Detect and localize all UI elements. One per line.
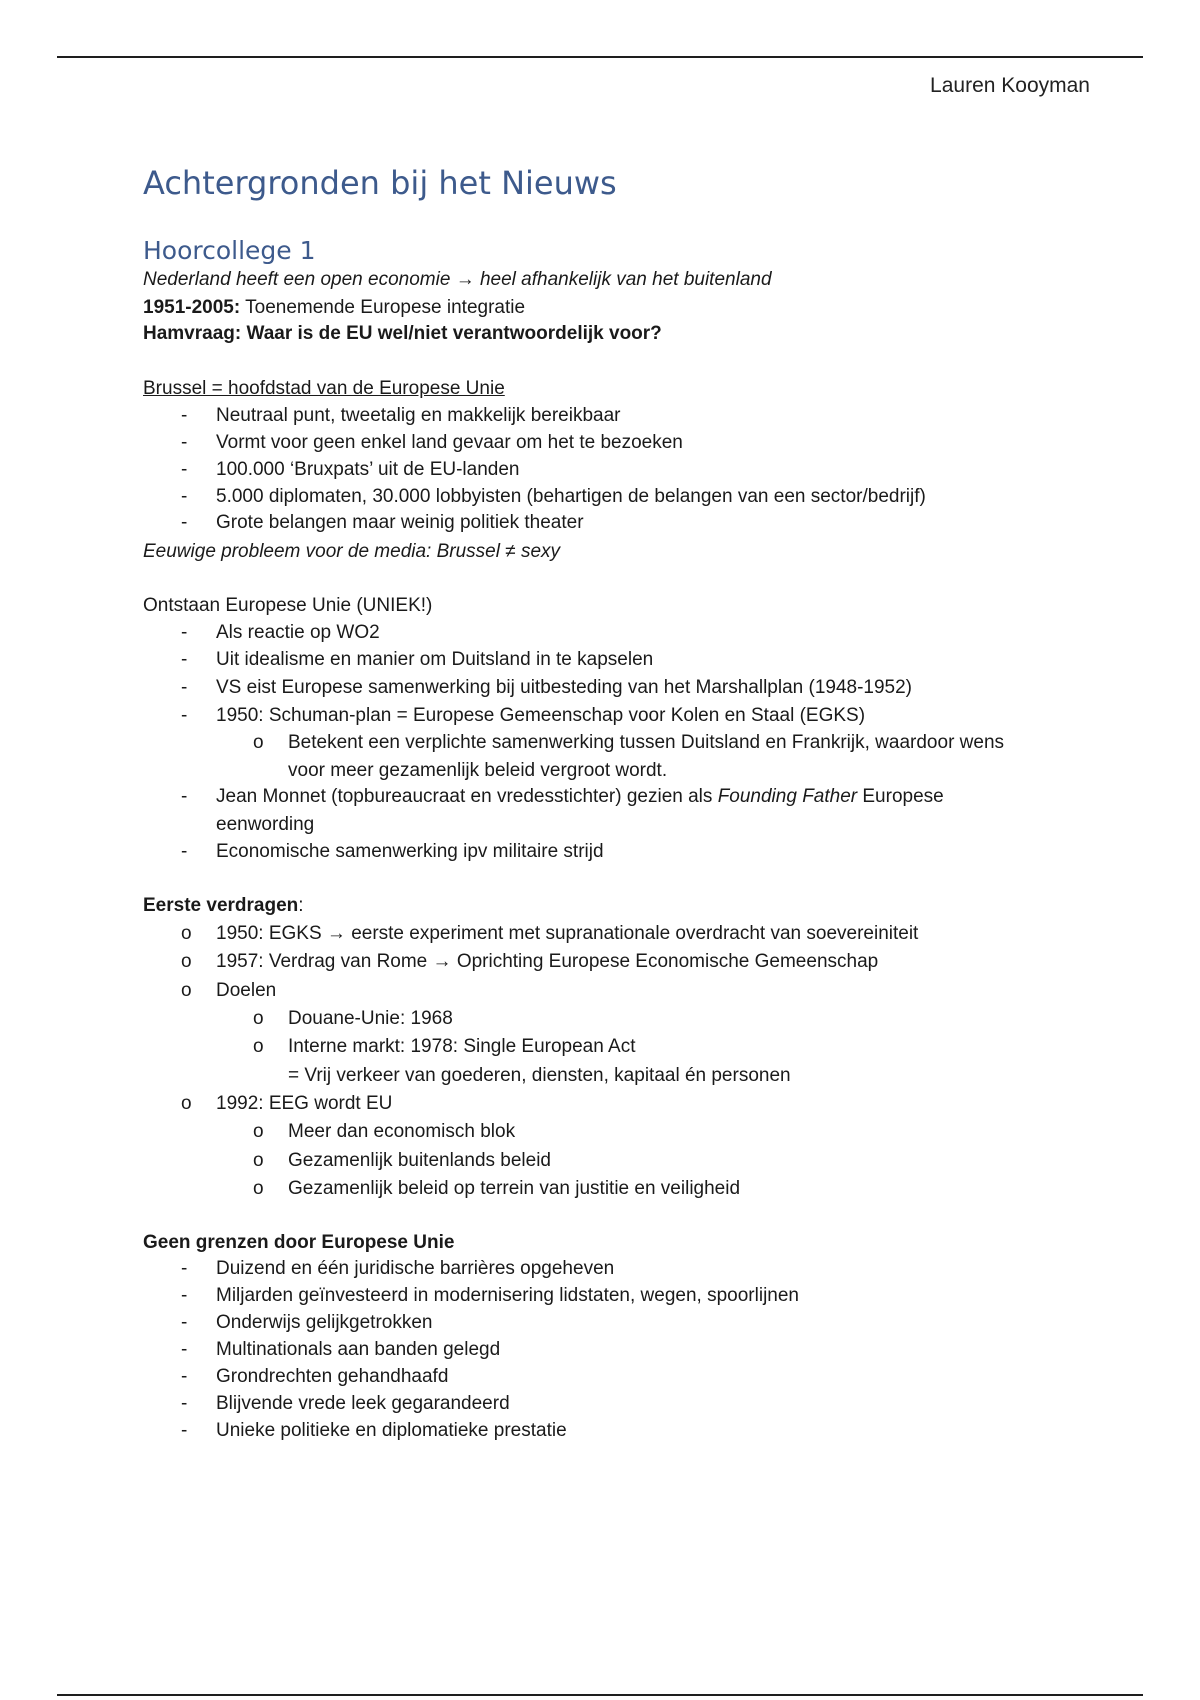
brussel-note: Eeuwige probleem voor de media: Brussel ≠ sexy	[143, 541, 561, 562]
list-item: Grondrechten gehandhaafd	[216, 1366, 449, 1387]
dash-bullet: -	[181, 486, 188, 507]
arrow-icon: →	[326, 923, 346, 944]
circle-bullet: o	[181, 980, 192, 1001]
list-item: Als reactie op WO2	[216, 622, 380, 643]
intro-line-1: Nederland heeft een open economie → heel afhankelijk van het buitenland	[143, 269, 772, 290]
arrow-icon: →	[455, 269, 475, 290]
list-item-continued: eenwording	[216, 814, 315, 835]
list-item: 1950: EGKS → eerste experiment met supranationale overdracht van soevereiniteit	[216, 923, 919, 944]
list-item: Blijvende vrede leek gegarandeerd	[216, 1393, 510, 1414]
dash-bullet: -	[181, 622, 188, 643]
circle-bullet: o	[253, 1036, 264, 1057]
dash-bullet: -	[181, 705, 188, 726]
dash-bullet: -	[181, 677, 188, 698]
sub-item: Douane-Unie: 1968	[288, 1008, 453, 1029]
circle-bullet: o	[253, 1178, 264, 1199]
list-item: Unieke politieke en diplomatieke prestatie	[216, 1420, 567, 1441]
dash-bullet: -	[181, 459, 188, 480]
list-item: Jean Monnet (topbureaucraat en vredesstichter) gezien als Founding Father Europese	[216, 786, 944, 807]
dash-bullet: -	[181, 432, 188, 453]
dash-bullet: -	[181, 841, 188, 862]
circle-bullet: o	[253, 1121, 264, 1142]
dash-bullet: -	[181, 649, 188, 670]
dash-bullet: -	[181, 1258, 188, 1279]
circle-bullet: o	[253, 732, 264, 753]
verdragen-heading: Eerste verdragen:	[143, 895, 304, 916]
sub-item: Interne markt: 1978: Single European Act	[288, 1036, 636, 1057]
section-subtitle: Hoorcollege 1	[143, 236, 316, 265]
list-item: Duizend en één juridische barrières opgeheven	[216, 1258, 615, 1279]
list-item: Doelen	[216, 980, 277, 1001]
dash-bullet: -	[181, 1312, 188, 1333]
circle-bullet: o	[181, 1093, 192, 1114]
dash-bullet: -	[181, 405, 188, 426]
header-author: Lauren Kooyman	[930, 74, 1090, 97]
footer-rule	[57, 1694, 1143, 1696]
list-item: Vormt voor geen enkel land gevaar om het te bezoeken	[216, 432, 683, 453]
sub-item-continued: voor meer gezamenlijk beleid vergroot wordt.	[288, 760, 668, 781]
list-item: 1992: EEG wordt EU	[216, 1093, 393, 1114]
ontstaan-heading: Ontstaan Europese Unie (UNIEK!)	[143, 595, 433, 616]
circle-bullet: o	[253, 1008, 264, 1029]
list-item: 100.000 ‘Bruxpats’ uit de EU-landen	[216, 459, 520, 480]
brussel-heading: Brussel = hoofdstad van de Europese Unie	[143, 378, 505, 399]
dash-bullet: -	[181, 512, 188, 533]
dash-bullet: -	[181, 1366, 188, 1387]
list-item: Grote belangen maar weinig politiek theater	[216, 512, 584, 533]
sub-item: Gezamenlijk buitenlands beleid	[288, 1150, 551, 1171]
list-item: 5.000 diplomaten, 30.000 lobbyisten (behartigen de belangen van een sector/bedrijf)	[216, 486, 926, 507]
sub-item: Gezamenlijk beleid op terrein van justitie en veiligheid	[288, 1178, 741, 1199]
list-item: Multinationals aan banden gelegd	[216, 1339, 501, 1360]
circle-bullet: o	[181, 923, 192, 944]
document-title: Achtergronden bij het Nieuws	[143, 164, 617, 202]
dash-bullet: -	[181, 786, 188, 807]
list-item: VS eist Europese samenwerking bij uitbesteding van het Marshallplan (1948-1952)	[216, 677, 913, 698]
list-item: Onderwijs gelijkgetrokken	[216, 1312, 433, 1333]
sub-item-continued: = Vrij verkeer van goederen, diensten, kapitaal én personen	[288, 1065, 791, 1086]
header-rule	[57, 56, 1143, 58]
dash-bullet: -	[181, 1393, 188, 1414]
sub-item: Meer dan economisch blok	[288, 1121, 516, 1142]
grenzen-heading: Geen grenzen door Europese Unie	[143, 1232, 455, 1253]
list-item: Economische samenwerking ipv militaire strijd	[216, 841, 604, 862]
dash-bullet: -	[181, 1420, 188, 1441]
list-item: Miljarden geïnvesteerd in modernisering lidstaten, wegen, spoorlijnen	[216, 1285, 799, 1306]
circle-bullet: o	[253, 1150, 264, 1171]
key-question: Hamvraag: Waar is de EU wel/niet verantwoordelijk voor?	[143, 323, 662, 344]
sub-item: Betekent een verplichte samenwerking tussen Duitsland en Frankrijk, waardoor wens	[288, 732, 1005, 753]
list-item: 1957: Verdrag van Rome → Oprichting Europese Economische Gemeenschap	[216, 951, 879, 972]
arrow-icon: →	[432, 951, 452, 972]
intro-line-2: 1951-2005: Toenemende Europese integratie	[143, 297, 526, 318]
dash-bullet: -	[181, 1339, 188, 1360]
list-item: Neutraal punt, tweetalig en makkelijk bereikbaar	[216, 405, 621, 426]
list-item: 1950: Schuman-plan = Europese Gemeenschap voor Kolen en Staal (EGKS)	[216, 705, 866, 726]
list-item: Uit idealisme en manier om Duitsland in te kapselen	[216, 649, 654, 670]
circle-bullet: o	[181, 951, 192, 972]
dash-bullet: -	[181, 1285, 188, 1306]
